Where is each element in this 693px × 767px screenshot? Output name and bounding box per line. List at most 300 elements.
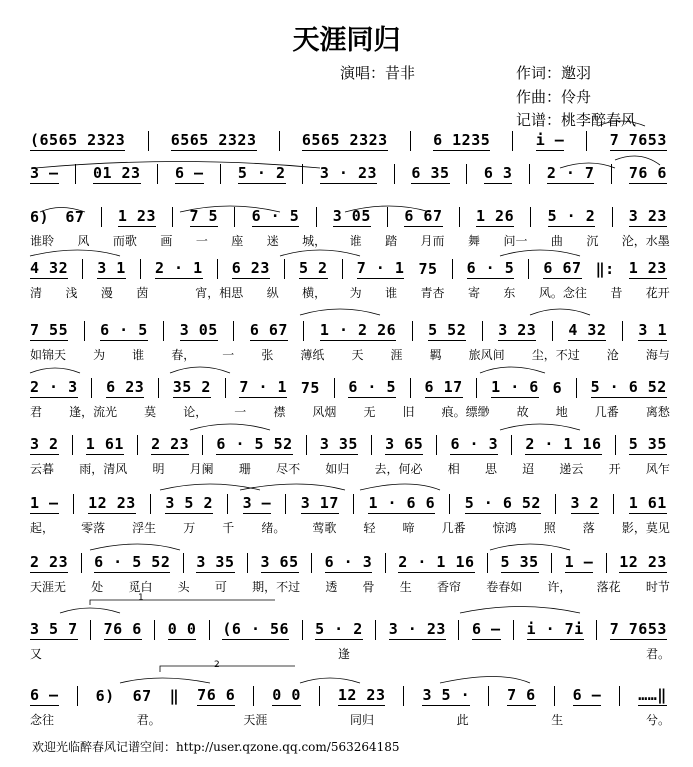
bar-line <box>530 207 531 227</box>
lyric-syllable: 绪。 <box>261 521 286 535</box>
lyric-syllable: 尽不 <box>276 462 301 476</box>
bar-line <box>316 207 317 227</box>
bar-line <box>253 686 254 706</box>
lyric-syllable: 千 <box>222 521 235 535</box>
bar-line <box>385 553 386 573</box>
lyric-syllable: 透 <box>325 580 338 594</box>
note-group: 6 67 <box>249 321 288 339</box>
bar-line <box>353 494 354 514</box>
lyric-syllable: 春， <box>171 348 196 362</box>
note-group: 1 · 2 26 <box>319 321 397 339</box>
note-group: 3 – <box>242 494 272 512</box>
lyric-line <box>30 519 670 536</box>
lyric-syllable: 为 <box>349 286 362 300</box>
lyric-syllable: 旧 <box>402 405 415 419</box>
note-group: 7 55 <box>30 321 69 339</box>
bar-line <box>436 435 437 455</box>
lyric-syllable: 迢 <box>522 462 535 476</box>
note-group: 5 · 2 <box>237 164 286 182</box>
note-group: 6 67 <box>543 259 582 277</box>
note-group: i – <box>535 131 565 149</box>
bar-line <box>576 378 577 398</box>
note-group: 1 23 <box>117 207 156 225</box>
lyric-syllable: 青杏 <box>420 286 445 300</box>
numbered-notes <box>0 161 693 187</box>
note-group: 3 35 <box>319 435 358 453</box>
note-group: 3 23 <box>628 207 667 225</box>
lyric-syllable: 而歌 <box>112 234 137 248</box>
note-group: 2 23 <box>151 435 190 453</box>
numbered-notes <box>0 375 693 401</box>
lyric-syllable: 纵 <box>266 286 279 300</box>
lyric-line <box>30 460 670 477</box>
note-group: 3 1 <box>97 259 126 277</box>
bar-line <box>482 321 483 341</box>
transcriber-credit: 记谱：桃李醉春风 <box>516 111 637 129</box>
lyric-syllable: 此 <box>456 713 469 727</box>
bar-line <box>202 435 203 455</box>
bar-line <box>172 207 173 227</box>
note-group: 3 17 <box>300 494 339 512</box>
note-group: 6 · 5 <box>466 259 515 277</box>
lyric-syllable: 啼 <box>402 521 415 535</box>
lyric-syllable: 相 <box>447 462 460 476</box>
bar-line <box>77 686 78 706</box>
note-group: 5 35 <box>628 435 667 453</box>
notation-line <box>0 550 693 594</box>
note-group: 2 23 <box>30 553 69 571</box>
lyric-syllable: 天 <box>351 348 364 362</box>
note-group: 5 · 6 52 <box>464 494 541 512</box>
footer-note: 欢迎光临醉春风记谱空间：http://user.qzone.qq.com/563264185 <box>32 740 400 754</box>
note-group: (6565 2323 <box>30 131 126 149</box>
bar-line <box>90 620 91 640</box>
note-group: 3 5 · <box>422 686 471 704</box>
lyric-syllable: 觅白 <box>128 580 153 594</box>
bar-line <box>84 321 85 341</box>
note-group: 5 · 2 <box>547 207 596 225</box>
bar-line <box>387 207 388 227</box>
note-group: 01 23 <box>92 164 141 182</box>
bar-line <box>611 164 612 184</box>
note-group: 1 61 <box>628 494 667 512</box>
bar-line <box>555 494 556 514</box>
notation-line <box>0 683 693 727</box>
lyric-syllable: 漫 <box>100 286 113 300</box>
lyric-syllable: 明 <box>152 462 165 476</box>
numbered-notes <box>0 432 693 458</box>
lyric-syllable: 天涯 <box>243 713 268 727</box>
note-group: 3 5 2 <box>165 494 214 512</box>
note-group: ‖ <box>169 687 180 705</box>
lyric-syllable: 莺歌 <box>312 521 337 535</box>
lyric-syllable: 沦，水墨 <box>621 234 670 248</box>
notation-line <box>0 161 693 201</box>
lyric-syllable: 襟 <box>273 405 286 419</box>
bar-line <box>183 553 184 573</box>
lyric-syllable: 许， <box>547 580 572 594</box>
lyric-syllable: 谁 <box>385 286 398 300</box>
bar-line <box>612 207 613 227</box>
numbered-notes <box>0 318 693 344</box>
lyric-syllable: 座 <box>231 234 244 248</box>
lyric-syllable: 落花 <box>596 580 621 594</box>
lyric-syllable: 画 <box>160 234 173 248</box>
lyric-syllable: 一 <box>195 234 208 248</box>
lyric-syllable: 同归 <box>349 713 374 727</box>
lyric-syllable: 风烟 <box>312 405 337 419</box>
bar-line <box>137 435 138 455</box>
lyric-syllable: 宵，相思 <box>195 286 244 300</box>
note-group: 5 · 2 <box>315 620 363 638</box>
lyric-syllable: 海与 <box>645 348 670 362</box>
lyric-syllable: 君 <box>30 405 43 419</box>
lyric-syllable: 万 <box>183 521 196 535</box>
note-group: 2 · 3 <box>30 378 78 396</box>
lyric-syllable: 生 <box>551 713 564 727</box>
bar-line <box>552 321 553 341</box>
numbered-notes <box>0 550 693 576</box>
lyric-syllable: 骨 <box>362 580 375 594</box>
lyric-syllable: 雨，清风 <box>79 462 128 476</box>
note-group: 4 32 <box>30 259 69 277</box>
note-group: 0 0 <box>167 620 197 638</box>
lyric-syllable: 离愁 <box>645 405 670 419</box>
lyric-syllable: 茵 <box>136 286 149 300</box>
bar-line <box>622 321 623 341</box>
bar-line <box>217 259 218 279</box>
note-group: 1 – <box>30 494 59 512</box>
note-group: 6565 2323 <box>170 131 257 149</box>
volta-2-label: 2 <box>214 660 220 670</box>
bar-line <box>476 378 477 398</box>
bar-line <box>279 131 280 151</box>
lyric-syllable: 横， <box>302 286 327 300</box>
bar-line <box>528 259 529 279</box>
lyric-line <box>30 578 670 595</box>
note-group: 12 23 <box>88 494 136 512</box>
note-group: (6 · 56 <box>222 620 290 638</box>
lyric-syllable: 递云 <box>559 462 584 476</box>
bar-line <box>403 686 404 706</box>
lyric-syllable: 去，何必 <box>374 462 423 476</box>
lyric-syllable: 月阑 <box>189 462 214 476</box>
bar-line <box>606 553 607 573</box>
lyric-syllable: 曲 <box>550 234 563 248</box>
note-group: 1 61 <box>85 435 124 453</box>
lyric-syllable: 昔 <box>610 286 623 300</box>
lyric-syllable: 兮。 <box>645 713 670 727</box>
note-group: 3 1 <box>638 321 667 339</box>
notation-line <box>0 491 693 535</box>
lyric-syllable: 念往 <box>30 713 55 727</box>
bar-line <box>371 435 372 455</box>
lyric-syllable: 一 <box>222 348 235 362</box>
note-group: 76 6 <box>103 620 142 638</box>
notation-line <box>0 617 693 661</box>
lyric-syllable: 沉 <box>586 234 599 248</box>
bar-line <box>306 435 307 455</box>
bar-line <box>551 553 552 573</box>
note-group: 6 · 5 <box>100 321 148 339</box>
singer-credit: 演唱：昔非 <box>340 64 416 82</box>
bar-line <box>449 494 450 514</box>
note-group: 12 23 <box>337 686 386 704</box>
note-group: 2 · 1 <box>154 259 203 277</box>
note-group: 3 05 <box>179 321 218 339</box>
bar-line <box>619 686 620 706</box>
note-group: 6 · 3 <box>324 553 373 571</box>
lyric-syllable: 问一 <box>503 234 528 248</box>
note-group: 7 6 <box>507 686 536 704</box>
lyric-syllable: 一 <box>234 405 247 419</box>
note-group: 67 <box>132 687 152 705</box>
note-group: 3 5 7 <box>30 620 78 638</box>
note-group: 6 23 <box>231 259 270 277</box>
note-group: 2 · 1 16 <box>398 553 475 571</box>
lyric-line <box>30 711 670 728</box>
bar-line <box>157 164 158 184</box>
lyric-syllable: 清 <box>30 286 43 300</box>
lyric-syllable: 张 <box>261 348 274 362</box>
song-title: 天涯同归 <box>292 25 401 56</box>
lyric-syllable: 时节 <box>645 580 670 594</box>
lyric-syllable: 思 <box>484 462 497 476</box>
lyric-syllable: 花开 <box>645 286 670 300</box>
note-group: 7 5 <box>189 207 219 225</box>
note-group: 6) <box>30 208 50 226</box>
note-group: 6) <box>95 687 115 705</box>
lyric-syllable: 开 <box>608 462 621 476</box>
bar-line <box>163 321 164 341</box>
note-group: 6565 2323 <box>301 131 388 149</box>
bar-line <box>303 321 304 341</box>
bar-line <box>613 494 614 514</box>
lyric-syllable: 风乍 <box>645 462 670 476</box>
note-group: 6 3 <box>483 164 513 182</box>
numbered-notes <box>0 256 693 282</box>
note-group: 6 – <box>471 620 501 638</box>
volta-1-label: 1 <box>138 593 144 603</box>
bar-line <box>586 131 587 151</box>
lyric-syllable: 影，莫见 <box>621 521 670 535</box>
bar-line <box>466 164 467 184</box>
numbered-notes <box>0 128 693 154</box>
notation-line <box>0 375 693 419</box>
lyric-syllable: 几番 <box>594 405 619 419</box>
note-group: 7 7653 <box>609 131 667 149</box>
lyric-syllable: 君。 <box>136 713 161 727</box>
bar-line <box>154 620 155 640</box>
bar-line <box>410 131 411 151</box>
note-group: 6 1235 <box>433 131 491 149</box>
lyric-syllable: 羁 <box>429 348 442 362</box>
lyric-syllable: 珊 <box>238 462 251 476</box>
note-group: 7 · 1 <box>356 259 405 277</box>
numbered-notes <box>0 204 693 230</box>
numbered-notes <box>0 683 693 709</box>
lyric-syllable: 迷 <box>266 234 279 248</box>
lyric-syllable: 落 <box>582 521 595 535</box>
lyric-syllable: 谁 <box>349 234 362 248</box>
bar-line <box>487 553 488 573</box>
lyric-syllable: 照 <box>543 521 556 535</box>
lyric-syllable: 无 <box>363 405 376 419</box>
notation-line <box>0 204 693 248</box>
lyric-syllable: 风 <box>77 234 90 248</box>
note-group: 76 6 <box>628 164 667 182</box>
bar-line <box>302 620 303 640</box>
bar-line <box>458 620 459 640</box>
note-group: 3 65 <box>385 435 424 453</box>
note-group: 75 <box>418 260 438 278</box>
note-group: 3 05 <box>332 207 371 225</box>
lyric-syllable: 莫 <box>144 405 157 419</box>
note-group: 6 · 5 52 <box>94 553 171 571</box>
bar-line <box>285 494 286 514</box>
note-group: 7 · 1 <box>239 378 288 396</box>
lyric-syllable: 故 <box>516 405 529 419</box>
lyric-syllable: 君。 <box>645 647 670 661</box>
lyric-syllable: 轻 <box>363 521 376 535</box>
note-group: 5 · 6 52 <box>590 378 667 396</box>
lyric-syllable: 期，不过 <box>252 580 301 594</box>
bar-line <box>82 259 83 279</box>
note-group: ‖: <box>595 260 615 278</box>
bar-line <box>334 378 335 398</box>
note-group: 6 <box>552 379 563 397</box>
lyric-syllable: 沧 <box>606 348 619 362</box>
bar-line <box>554 686 555 706</box>
note-group: 6 · 5 <box>348 378 397 396</box>
lyric-syllable: 风。念往 <box>538 286 587 300</box>
note-group: 3 – <box>30 164 59 182</box>
lyric-syllable: 惊鸿 <box>492 521 517 535</box>
lyric-syllable: 浮生 <box>132 521 157 535</box>
lyric-syllable: 城， <box>302 234 327 248</box>
lyric-line <box>30 346 670 363</box>
lyric-syllable: 生 <box>399 580 412 594</box>
note-group: 75 <box>300 379 320 397</box>
bar-line <box>75 164 76 184</box>
note-group: i · 7i <box>526 620 584 638</box>
note-group: 3 · 23 <box>319 164 378 182</box>
composer-credit: 作曲：伶舟 <box>516 88 592 106</box>
note-group: 3 2 <box>30 435 59 453</box>
note-group: 5 35 <box>500 553 539 571</box>
bar-line <box>342 259 343 279</box>
lyric-syllable: 寄 <box>467 286 480 300</box>
lyric-syllable: 旅风间 <box>468 348 505 362</box>
bar-line <box>394 164 395 184</box>
bar-line <box>410 378 411 398</box>
note-group: 7 7653 <box>609 620 667 638</box>
note-group: 2 · 7 <box>546 164 595 182</box>
lyric-syllable: 处 <box>91 580 104 594</box>
note-group: 6 67 <box>404 207 443 225</box>
bar-line <box>512 131 513 151</box>
lyric-syllable: 谁聆 <box>30 234 55 248</box>
notation-line <box>0 256 693 300</box>
bar-line <box>234 207 235 227</box>
lyric-syllable: 又 <box>30 647 43 661</box>
bar-line <box>459 207 460 227</box>
lyric-syllable: 几番 <box>441 521 466 535</box>
bar-line <box>311 553 312 573</box>
lyric-syllable: 涯 <box>390 348 403 362</box>
note-group: 4 32 <box>568 321 607 339</box>
note-group: 6 23 <box>106 378 145 396</box>
bar-line <box>412 321 413 341</box>
lyric-syllable: 浅 <box>65 286 78 300</box>
bar-line <box>233 321 234 341</box>
lyric-line <box>30 645 670 662</box>
lyric-syllable: 痕。缥缈 <box>441 405 490 419</box>
note-group: 6 · 3 <box>450 435 499 453</box>
lyric-line <box>30 284 670 301</box>
note-group: ……‖ <box>638 686 667 704</box>
note-group: 2 · 1 16 <box>525 435 602 453</box>
notation-line <box>0 318 693 362</box>
note-group: 67 <box>65 208 85 226</box>
lyric-syllable: 如锦天 <box>30 348 67 362</box>
bar-line <box>375 620 376 640</box>
lyric-syllable: 论， <box>183 405 208 419</box>
note-group: 3 · 23 <box>388 620 446 638</box>
note-group: 6 · 5 52 <box>216 435 293 453</box>
note-group: 6 – <box>572 686 602 704</box>
lyric-syllable: 云暮 <box>30 462 55 476</box>
lyric-syllable: 为 <box>93 348 106 362</box>
bar-line <box>91 378 92 398</box>
lyric-syllable: 地 <box>555 405 568 419</box>
lyric-syllable: 香帘 <box>436 580 461 594</box>
bar-line <box>101 207 102 227</box>
bar-line <box>227 494 228 514</box>
lyric-syllable: 薄纸 <box>300 348 325 362</box>
note-group: 6 – <box>174 164 204 182</box>
bar-line <box>150 494 151 514</box>
lyric-syllable: 东 <box>503 286 516 300</box>
bar-line <box>220 164 221 184</box>
note-group: 12 23 <box>619 553 667 571</box>
lyric-syllable: 如归 <box>325 462 350 476</box>
note-group: 1 · 6 <box>491 378 539 396</box>
bar-line <box>158 378 159 398</box>
lyric-syllable: 头 <box>177 580 190 594</box>
bar-line <box>284 259 285 279</box>
lyric-syllable: 踏 <box>385 234 398 248</box>
note-group: 5 2 <box>299 259 328 277</box>
note-group: 35 2 <box>172 378 211 396</box>
note-group: 1 · 6 6 <box>368 494 436 512</box>
note-group: 3 23 <box>498 321 537 339</box>
bar-line <box>140 259 141 279</box>
lyric-syllable: 逢，流光 <box>69 405 118 419</box>
note-group: 6 – <box>30 686 59 704</box>
bar-line <box>81 553 82 573</box>
note-group: 3 65 <box>260 553 299 571</box>
note-group: 0 0 <box>272 686 301 704</box>
bar-line <box>513 620 514 640</box>
note-group: 1 23 <box>628 259 667 277</box>
numbered-notes <box>0 491 693 517</box>
note-group: 3 35 <box>196 553 235 571</box>
bar-line <box>148 131 149 151</box>
lyric-syllable: 天涯无 <box>30 580 67 594</box>
bar-line <box>319 686 320 706</box>
note-group: 3 2 <box>570 494 600 512</box>
